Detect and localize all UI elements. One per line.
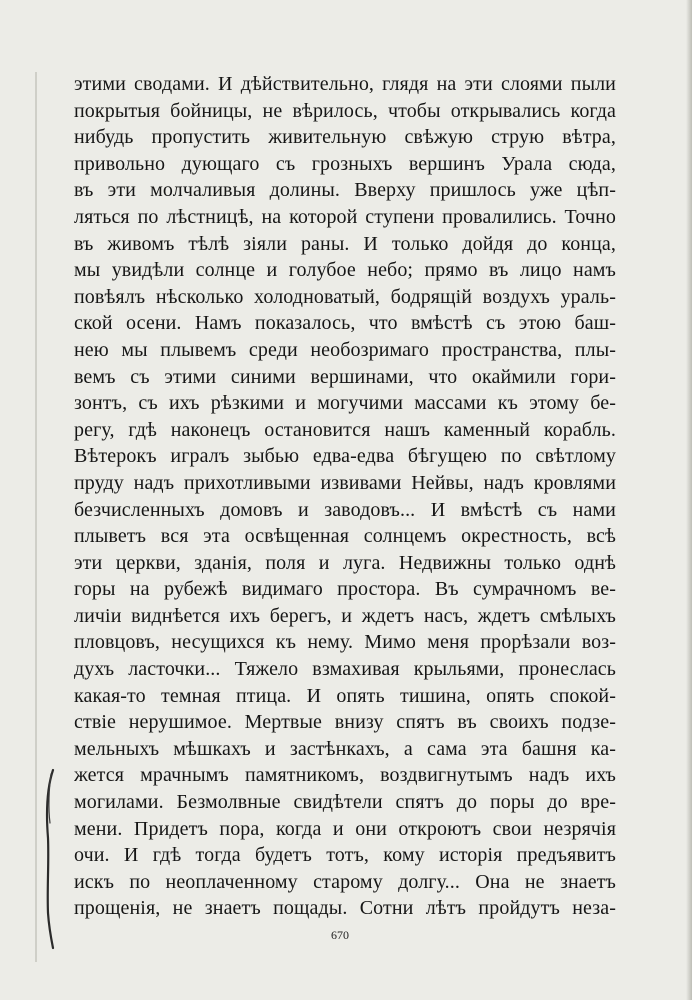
text-line: привольно дующаго съ грозныхъ вершинъ Урала сюда, [74,152,616,175]
text-line: нибудь пропустить живительную свѣжую струю вѣтра, [74,126,616,149]
text-line: личіи виднѣется ихъ берегъ, и ждетъ насъ, ждетъ смѣлыхъ [74,604,616,627]
text-line: плыветъ вся эта освѣщенная солнцемъ окрестность, всѣ [74,525,616,548]
text-line: горы на рубежѣ видимаго простора. Въ сумрачномъ ве- [74,578,616,601]
text-line: прощенія, не знаетъ пощады. Сотни лѣтъ пройдутъ неза- [74,897,616,920]
text-line: въ эти молчаливыя долины. Вверху пришлось уже цѣп- [74,179,616,202]
text-line: регу, гдѣ наконецъ остановится нашъ каменный корабль. [74,418,616,441]
text-line: безчисленныхъ домовъ и заводовъ... И вмѣстѣ съ нами [74,498,616,521]
body-text [74,71,616,922]
text-line: мени. Придетъ пора, когда и они откроютъ свои незрячія [74,817,616,840]
text-line: повѣялъ нѣсколько холодноватый, бодрящій воздухъ ураль- [74,285,616,308]
text-line: пловцовъ, несущихся къ нему. Мимо меня прорѣзали воз- [74,631,616,654]
text-line: нею мы плывемъ среди необозримаго пространства, плы- [74,338,616,361]
page-number: 670 [331,928,349,942]
text-line: какая-то темная птица. И опять тишина, опять спокой- [74,684,616,707]
text-line: въ живомъ тѣлѣ зіяли раны. И только дойдя до конца, [74,232,616,255]
text-line: мы увидѣли солнце и голубое небо; прямо въ лицо намъ [74,259,616,282]
text-line: ствіе нерушимое. Мертвые внизу спятъ въ своихъ подзе- [74,711,616,734]
text-line: Вѣтерокъ игралъ зыбью едва-едва бѣгущею по свѣтлому [74,445,616,468]
text-line: могилами. Безмолвные свидѣтели спятъ до поры до вре- [74,791,616,814]
pencil-margin-mark [43,768,57,950]
text-line: покрытыя бойницы, не вѣрилось, чтобы открывались когда [74,99,616,122]
text-line: пруду надъ прихотливыми извивами Нейвы, надъ кровлями [74,471,616,494]
text-line: ляться по лѣстницѣ, на которой ступени провалились. Точно [74,205,616,228]
text-line: этими сводами. И дѣйствительно, глядя на эти слоями пыли [74,73,616,95]
text-line: очи. И гдѣ тогда будетъ тотъ, кому исторія предъявитъ [74,844,616,867]
text-line: эти церкви, зданія, поля и луга. Недвижны только однѣ [74,551,616,574]
text-line: зонтъ, съ ихъ рѣзкими и могучими массами къ этому бе- [74,392,616,415]
text-line: мельныхъ мѣшкахъ и застѣнкахъ, а сама эта башня ка- [74,737,616,760]
text-line: духъ ласточки... Тяжело взмахивая крыльями, пронеслась [74,658,616,681]
text-line: вемъ съ этими синими вершинами, что окаймили гори- [74,365,616,388]
page-edge-rule [35,72,37,962]
text-line: ской осени. Намъ показалось, что вмѣстѣ съ этою баш- [74,312,616,335]
text-line: жется мрачнымъ памятникомъ, воздвигнутымъ надъ ихъ [74,764,616,787]
text-line: искъ по неоплаченному старому долгу... Она не знаетъ [74,870,616,893]
page-edge-shadow [686,0,692,1000]
